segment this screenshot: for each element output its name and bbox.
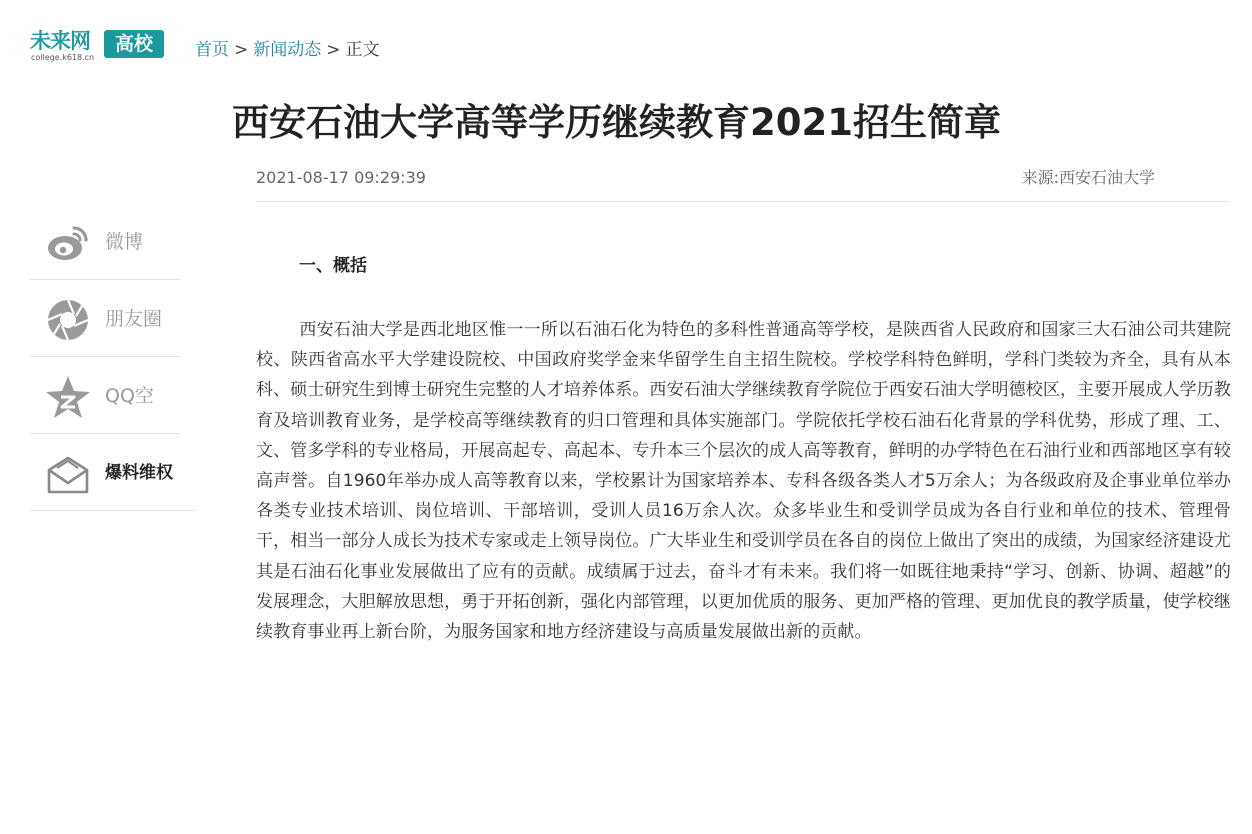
logo-sub-text: college.k618.cn [31, 53, 95, 62]
breadcrumb-current: 正文 [345, 40, 380, 60]
article-paragraph: 西安石油大学是西北地区惟一一所以石油石化为特色的多科性普通高等学校，是陕西省人民政府和国家三大石油公司共建院校、陕西省高水平大学建设院校、中国政府奖学金来华留学生自主招生院校。学校学科特色鲜明，学科门类较为齐全，具有从本科、硕士研究生到博士研究生完整的人才培养体系。西安石油大学继续教育学院位于西安石油大学明德校区，主要开展成人学历教育及培训教育业务，是学校高等继续教育的归口管理和具体实施部门。学院依托学校石油石化背景的学科优势，形成了理、工、文、管多学科的专业格局，开展高起专、高起本、专升本三个层次的成人高等教育，鲜明的办学特色在石油行业和西部地区享有较高声誉。自1960年举办成人高等教育以来，学校累计为国家培养本、专科各级各类人才5万余人；为各级政府及企事业单位举办各类专业技术培训、岗位培训、干部培训，受训人员16万余人次。众多毕业生和受训学员成为各自行业和单位的技术、管理骨干，相当一部分人成长为技术专家或走上领导岗位。广大毕业生和受训学员在各自的岗位上做出了突出的成绩，为国家经济建设尤其是石油石化事业发展做出了应有的贡献。成绩属于过去，奋斗才有未来。我们将一如既往地秉持“学习、创新、协调、超越”的发展理念，大胆解放思想，勇于开拓创新，强化内部管理，以更加优质的服务、更加严格的管理、更加优良的教学质量，使学校继续教育事业再上新台阶，为服务国家和地方经济建设与高质量发展做出新的贡献。 [256, 320, 1231, 643]
article-date: 2021-08-17 09:29:39 [256, 168, 426, 187]
moments-icon [44, 296, 92, 344]
logo-badge: 高校 [104, 30, 164, 58]
meta-divider [256, 201, 1229, 202]
article-body [256, 248, 1231, 647]
share-weibo-button[interactable] [30, 203, 180, 280]
qzone-icon [44, 373, 92, 421]
breadcrumb-news-link[interactable]: 新闻动态 [253, 40, 322, 60]
breadcrumb-separator: > [326, 40, 341, 60]
breadcrumb-home-link[interactable]: 首页 [195, 40, 229, 60]
site-logo[interactable] [30, 28, 165, 62]
logo-main-text: 未来网 [30, 29, 90, 53]
article-title: 西安石油大学高等学历继续教育2021招生简章 [232, 101, 1001, 144]
share-moments-button[interactable] [30, 280, 180, 357]
envelope-icon [44, 450, 92, 498]
breadcrumb-separator: > [234, 40, 249, 60]
share-qzone-label: QQ空 [105, 385, 154, 407]
weibo-icon [44, 219, 92, 267]
share-qzone-button[interactable] [30, 357, 180, 434]
share-sidebar [30, 203, 180, 511]
article-source: 来源:西安石油大学 [1021, 168, 1155, 187]
section-heading: 一、概括 [299, 256, 367, 276]
report-rights-label: 爆料维权 [105, 463, 173, 483]
share-moments-label: 朋友圈 [105, 308, 163, 330]
breadcrumb [195, 39, 380, 61]
share-weibo-label: 微博 [105, 231, 144, 253]
report-rights-button[interactable] [30, 434, 195, 511]
